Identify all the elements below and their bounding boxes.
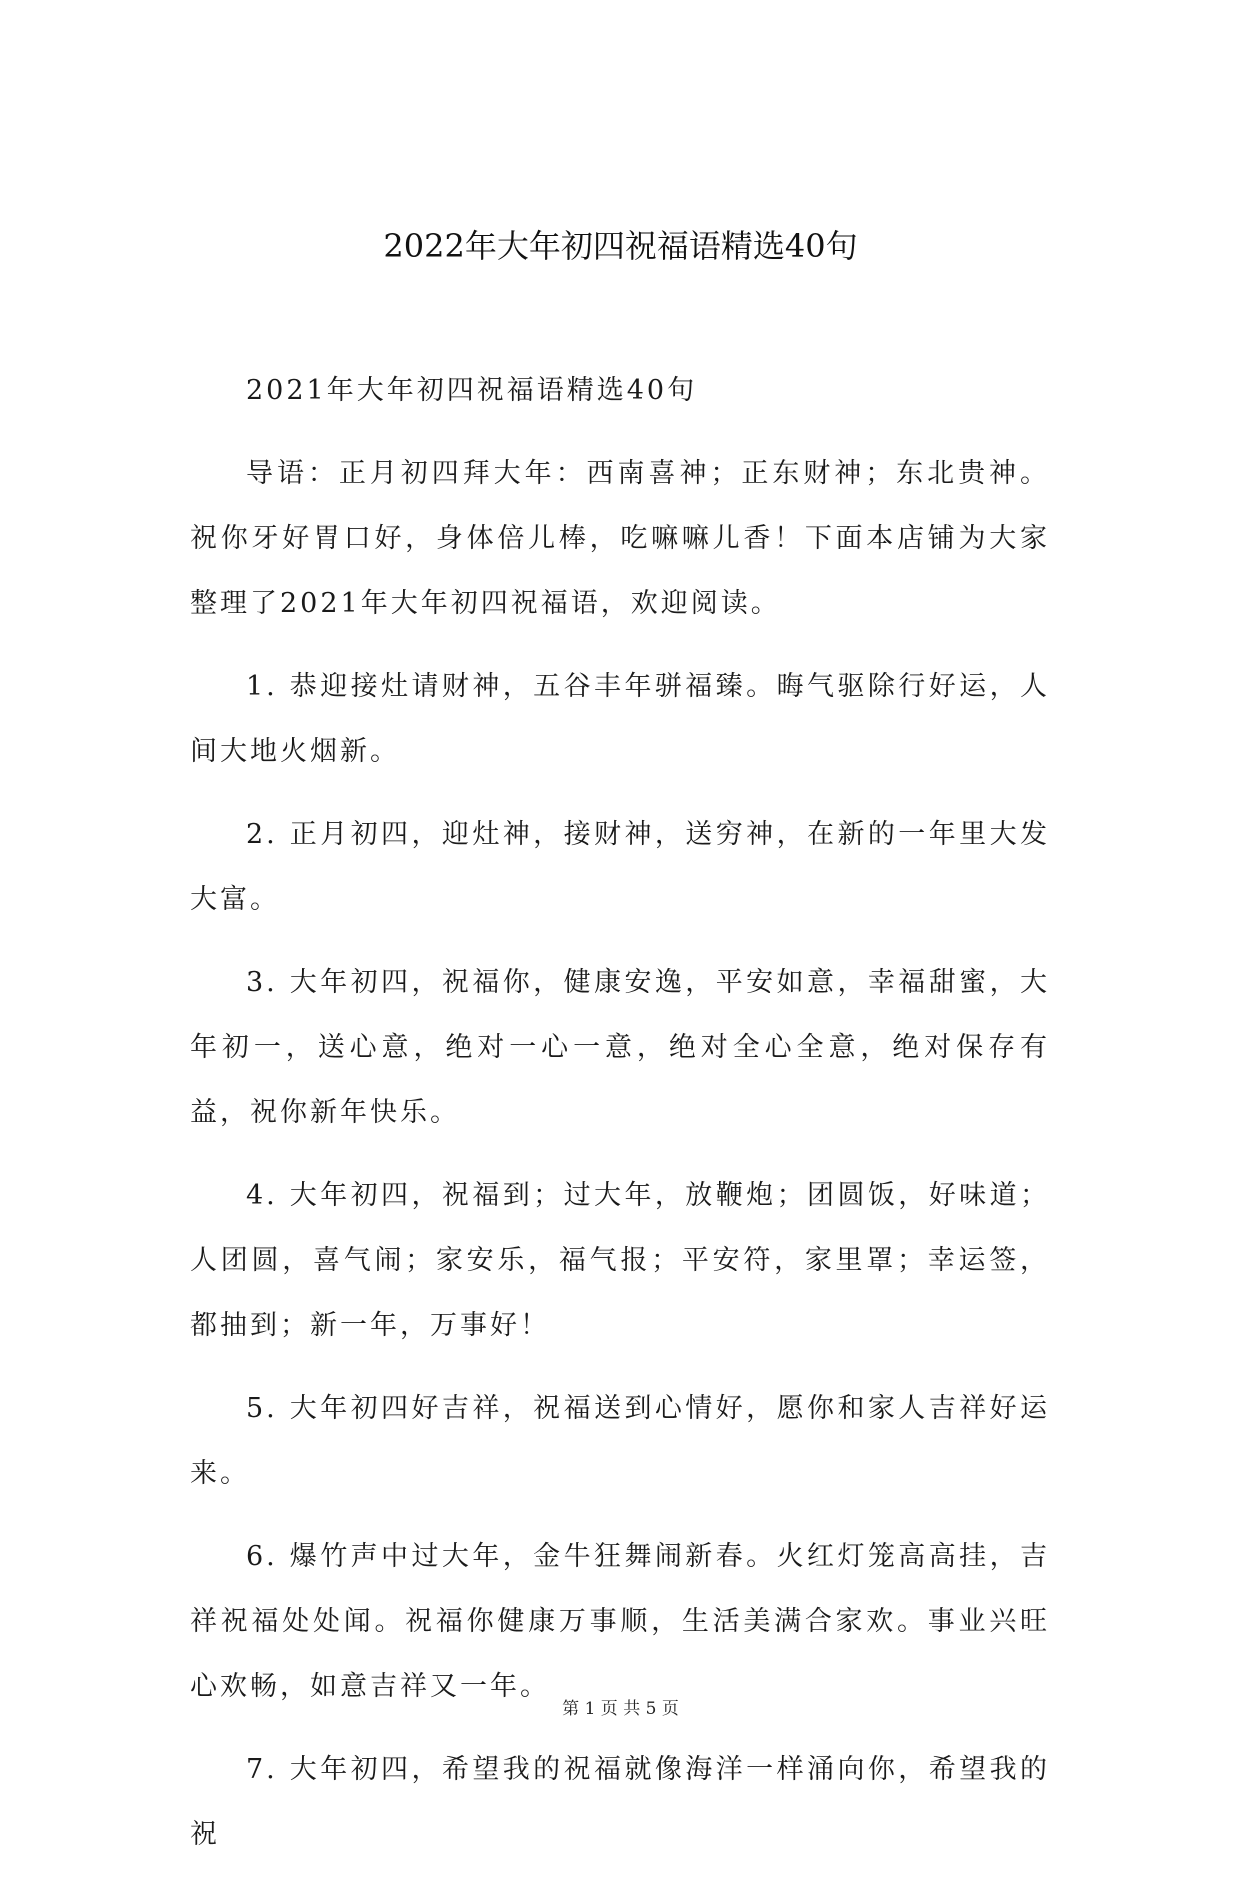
paragraph-subtitle: 2021年大年初四祝福语精选40句 bbox=[246, 375, 698, 406]
paragraph-item-4: 4. 大年初四，祝福到；过大年，放鞭炮；团圆饭，好味道；人团圆，喜气闹；家安乐，福气报；平安符，家里罩；幸运签，都抽到；新一年，万事好！ bbox=[190, 1180, 1050, 1341]
page-number-footer: 第 1 页 共 5 页 bbox=[562, 1699, 679, 1719]
paragraph-item-5: 5. 大年初四好吉祥，祝福送到心情好，愿你和家人吉祥好运来。 bbox=[190, 1393, 1050, 1489]
document-title: 2022年大年初四祝福语精选40句 bbox=[383, 227, 858, 265]
paragraph-item-1: 1. 恭迎接灶请财神，五谷丰年骈福臻。晦气驱除行好运，人间大地火烟新。 bbox=[190, 671, 1050, 767]
paragraph-item-2: 2. 正月初四，迎灶神，接财神，送穷神，在新的一年里大发大富。 bbox=[190, 819, 1050, 915]
paragraph-item-7: 7. 大年初四，希望我的祝福就像海洋一样涌向你，希望我的祝 bbox=[190, 1754, 1050, 1850]
document-body bbox=[190, 358, 1050, 1885]
paragraph-item-6: 6. 爆竹声中过大年，金牛狂舞闹新春。火红灯笼高高挂，吉祥祝福处处闻。祝福你健康万事顺，生活美满合家欢。事业兴旺心欢畅，如意吉祥又一年。 bbox=[190, 1541, 1050, 1702]
paragraph-intro: 导语：正月初四拜大年：西南喜神；正东财神；东北贵神。祝你牙好胃口好，身体倍儿棒，吃嘛嘛儿香！下面本店铺为大家整理了2021年大年初四祝福语，欢迎阅读。 bbox=[190, 458, 1050, 619]
paragraph-item-3: 3. 大年初四，祝福你，健康安逸，平安如意，幸福甜蜜，大年初一，送心意，绝对一心一意，绝对全心全意，绝对保存有益，祝你新年快乐。 bbox=[190, 967, 1050, 1128]
